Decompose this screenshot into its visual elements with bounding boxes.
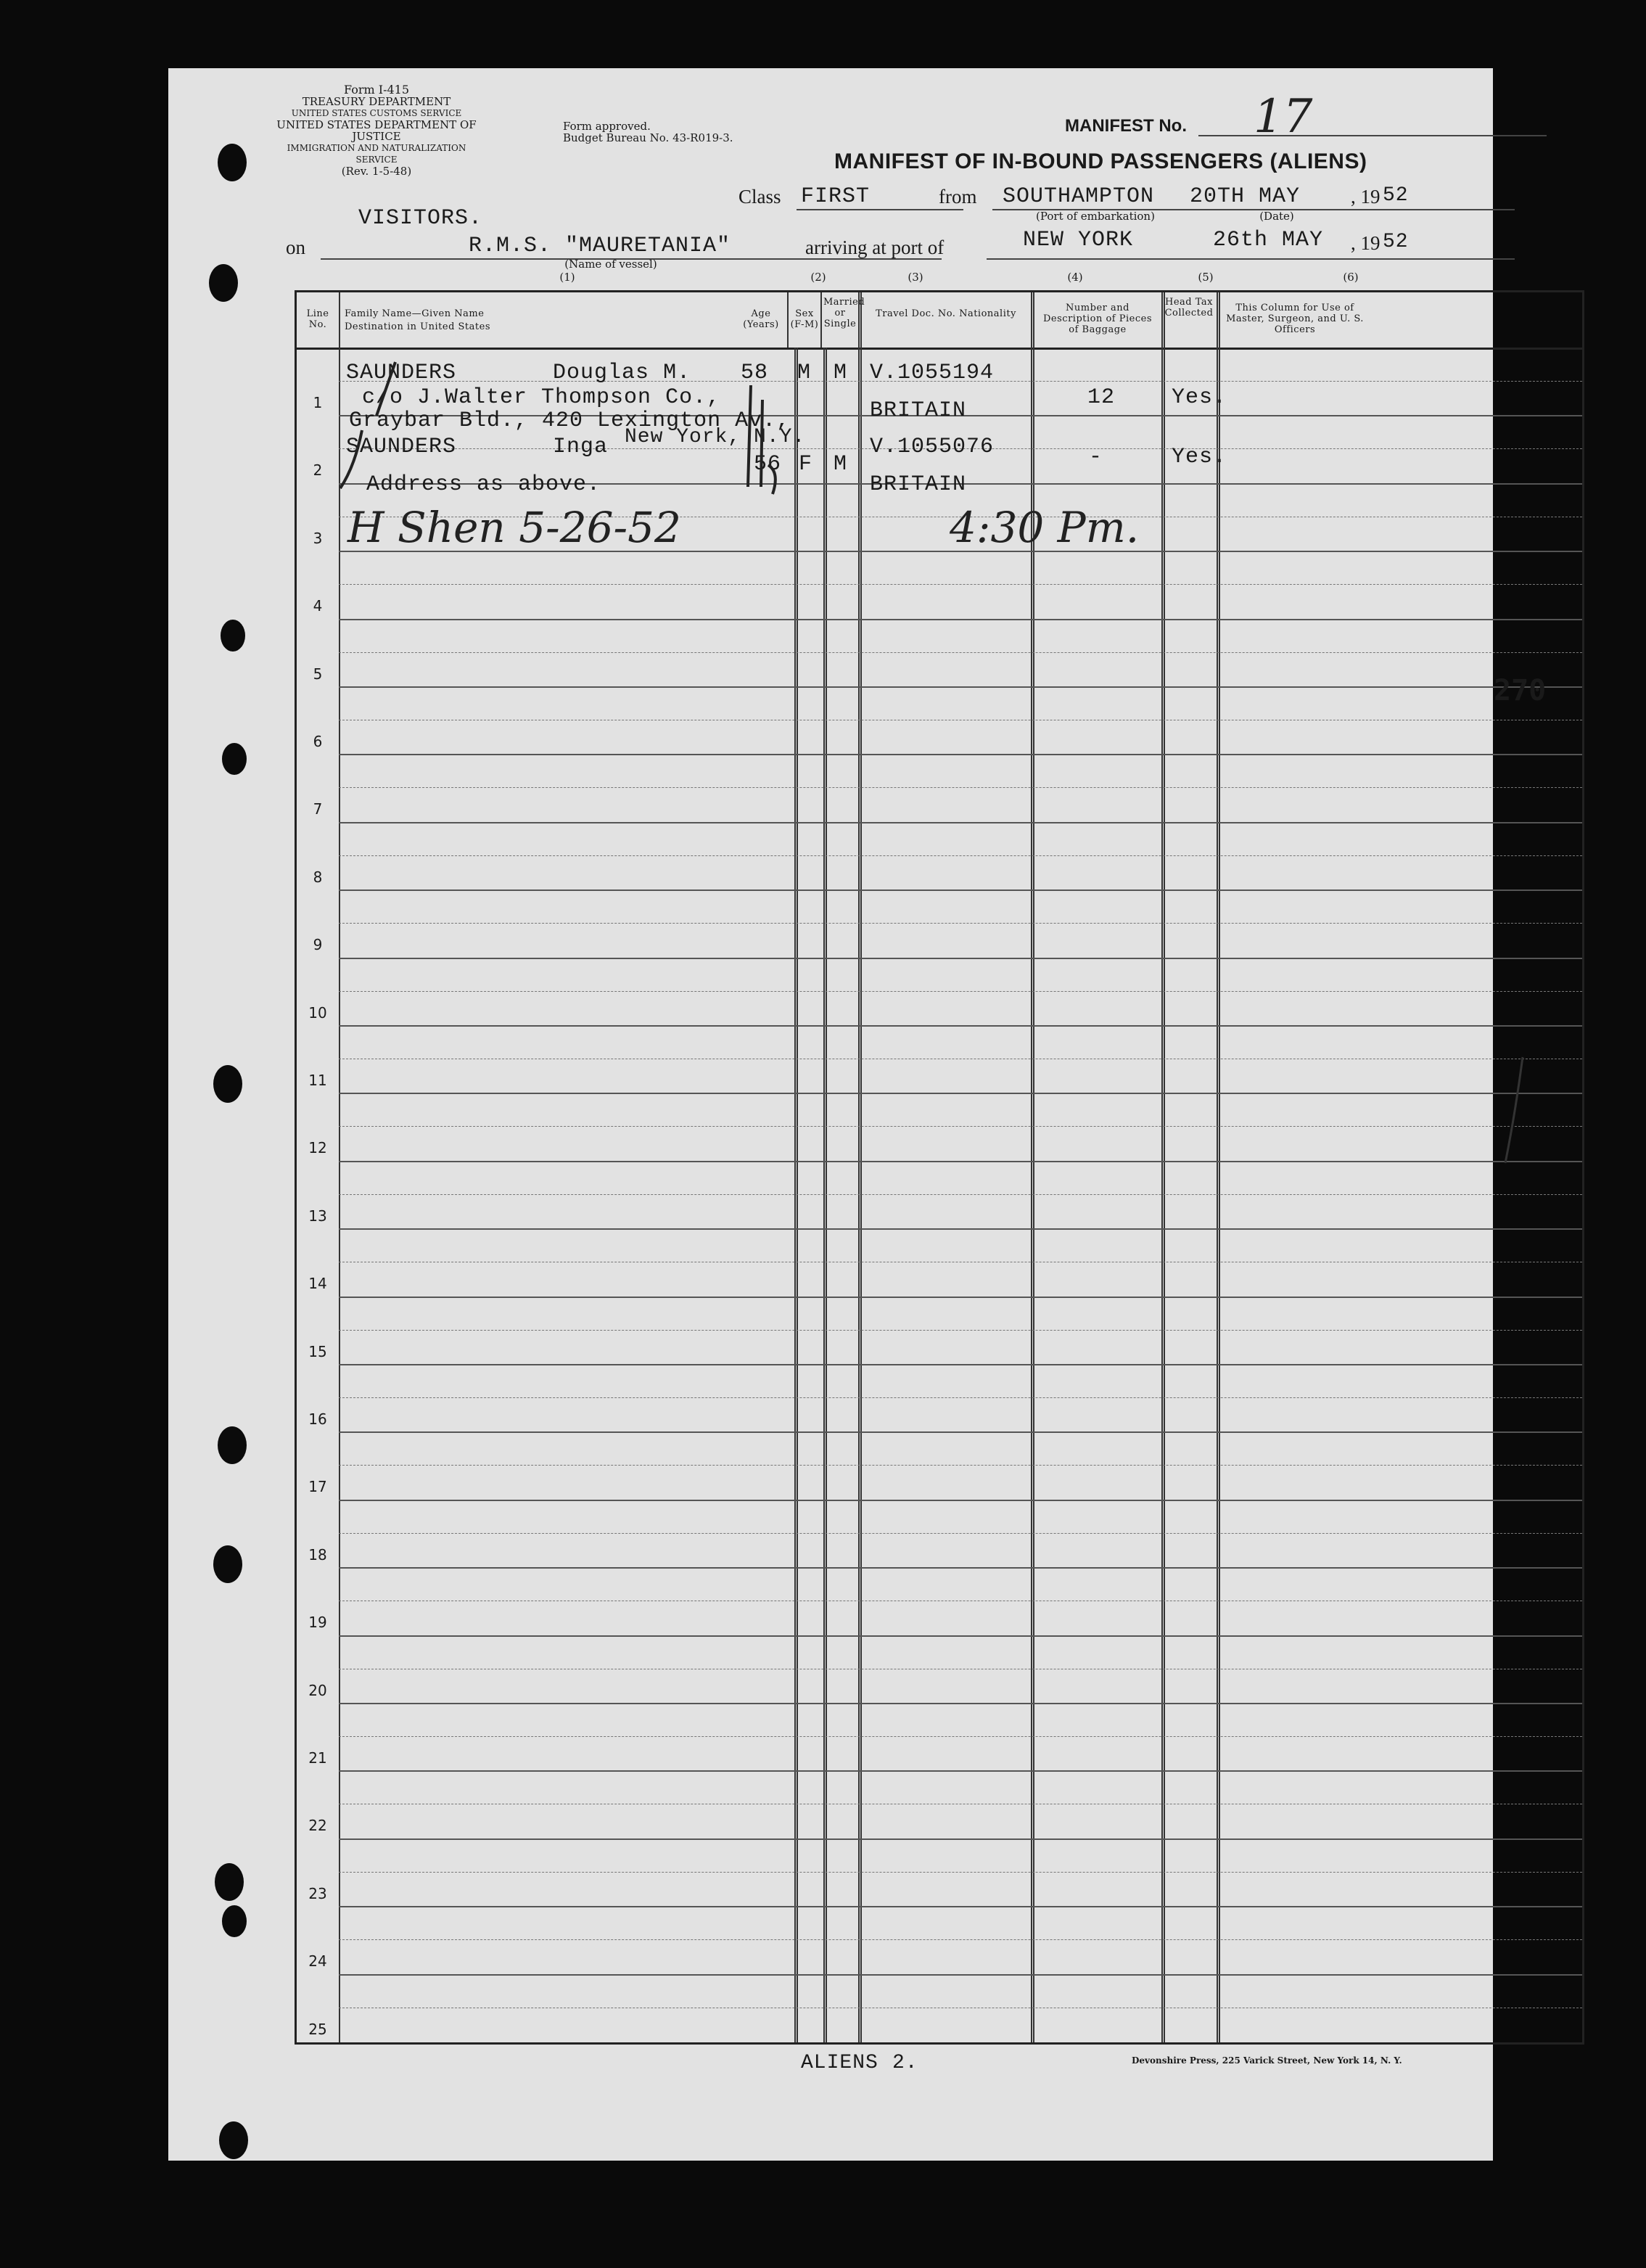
passenger-1-address-line-1: c/o J.Walter Thompson Co., <box>362 385 721 410</box>
column-divider <box>794 348 798 2042</box>
row-divider <box>339 1906 1582 1907</box>
aliens-label: ALIENS <box>801 2052 878 2074</box>
handwritten-time: 4:30 Pm. <box>950 503 1140 552</box>
margin-stroke <box>1501 1054 1530 1170</box>
row-divider <box>339 1025 1582 1027</box>
column-divider <box>823 348 827 2042</box>
binder-hole <box>222 743 247 775</box>
line-number: 25 <box>308 2020 327 2038</box>
line-number: 13 <box>308 1207 327 1225</box>
passenger-2-age: 56 <box>754 452 782 477</box>
class-value: FIRST <box>801 184 871 209</box>
row-divider <box>339 822 1582 823</box>
row-divider <box>339 1533 1582 1534</box>
line-number: 19 <box>308 1614 327 1632</box>
row-divider <box>339 1364 1582 1365</box>
header-rule <box>297 348 1582 350</box>
header-age: Age (Years) <box>743 308 779 330</box>
passenger-1-head-tax: Yes. <box>1172 385 1227 410</box>
column-divider <box>858 292 862 2042</box>
line-number: 16 <box>308 1410 327 1428</box>
customs-service: UNITED STATES CUSTOMS SERVICE <box>291 108 462 118</box>
header-sex: Sex (F-M) <box>790 308 819 330</box>
passenger-2-baggage: - <box>1089 445 1103 469</box>
class-label: Class <box>738 186 781 208</box>
header-line-no: Line No. <box>306 308 329 330</box>
arrival-year: 52 <box>1383 231 1409 253</box>
arrival-date: 26th MAY <box>1213 228 1324 252</box>
line-number: 12 <box>308 1139 327 1157</box>
binder-hole <box>213 1545 242 1583</box>
line-number: 22 <box>308 1817 327 1835</box>
row-divider <box>339 1297 1582 1298</box>
row-divider <box>339 1567 1582 1569</box>
row-divider <box>339 1465 1582 1466</box>
header-destination: Destination in United States <box>345 321 490 332</box>
manifest-number-line <box>1198 135 1547 136</box>
row-divider <box>339 855 1582 856</box>
row-divider <box>339 1635 1582 1637</box>
line-number: 20 <box>308 1681 327 1699</box>
header-travel-doc: Travel Doc. No. Nationality <box>876 308 1016 319</box>
row-divider <box>339 1161 1582 1162</box>
passenger-1-baggage: 12 <box>1087 385 1116 410</box>
column-number-4: (4) <box>1067 271 1083 284</box>
passenger-2-sex: F <box>799 452 813 477</box>
column-number-5: (5) <box>1198 271 1214 284</box>
arrival-field-line <box>987 258 1515 260</box>
row-divider <box>339 1228 1582 1230</box>
row-divider <box>339 686 1582 688</box>
line-number: 21 <box>308 1749 327 1767</box>
passenger-2-address: Address as above. <box>366 472 601 497</box>
column-divider <box>787 292 789 348</box>
row-divider <box>339 619 1582 620</box>
column-number-6: (6) <box>1343 271 1359 284</box>
embarkation-caption: (Port of embarkation) <box>1036 210 1155 223</box>
line-number: 18 <box>308 1545 327 1564</box>
from-port: SOUTHAMPTON <box>1003 184 1155 209</box>
row-divider <box>339 754 1582 755</box>
row-divider <box>339 1703 1582 1704</box>
approval-block <box>563 120 752 144</box>
sex-column-marks <box>736 378 794 501</box>
binder-hole <box>221 620 245 652</box>
line-number: 15 <box>308 1342 327 1360</box>
vessel-name: R.M.S. "MAURETANIA" <box>469 234 731 258</box>
line-number: 6 <box>313 733 323 750</box>
immigration-service: IMMIGRATION AND NATURALIZATION SERVICE <box>287 143 466 165</box>
arriving-label: arriving at port of <box>805 237 945 258</box>
form-approved: Form approved. <box>563 120 651 133</box>
manifest-sheet <box>168 68 1547 2161</box>
passenger-1-city: New York, N.Y. <box>625 426 806 448</box>
binder-hole <box>222 1905 247 1937</box>
manifest-title: MANIFEST OF IN-BOUND PASSENGERS (ALIENS) <box>834 149 1367 173</box>
passenger-1-nationality: BRITAIN <box>870 398 967 423</box>
column-divider <box>1217 292 1220 2042</box>
line-number: 2 <box>313 461 323 480</box>
passenger-2-nationality: BRITAIN <box>870 472 967 497</box>
line-number: 10 <box>308 1003 327 1022</box>
passenger-1-marital: M <box>834 361 848 385</box>
arrival-year-prefix: , 19 <box>1351 232 1380 254</box>
budget-bureau: Budget Bureau No. 43-R019-3. <box>563 131 733 144</box>
header-head-tax: Head Tax Collected <box>1164 297 1214 319</box>
line-number: 5 <box>313 665 323 683</box>
stamp-number: 270 <box>1494 674 1547 707</box>
passenger-2-name: SAUNDERS Inga <box>346 435 609 459</box>
passenger-1-sex: M <box>797 361 812 385</box>
row-divider <box>339 1872 1582 1873</box>
arrival-port: NEW YORK <box>1023 228 1134 252</box>
passenger-1-age: 58 <box>741 361 769 385</box>
from-date: 20TH MAY <box>1190 184 1301 209</box>
column-number-2: (2) <box>810 271 826 284</box>
row-divider <box>339 1939 1582 1940</box>
line-number: 11 <box>308 1072 327 1089</box>
vessel-caption: (Name of vessel) <box>564 258 657 271</box>
header-officers: This Column for Use of Master, Surgeon, and U. S. Officers <box>1226 303 1364 335</box>
row-divider <box>339 923 1582 924</box>
row-divider <box>339 584 1582 585</box>
row-divider <box>339 889 1582 891</box>
line-number: 23 <box>308 1884 327 1902</box>
manifest-number: 17 <box>1254 90 1313 144</box>
header-family-name: Family Name—Given Name <box>345 308 485 319</box>
row-divider <box>339 1397 1582 1398</box>
from-year-prefix: , 19 <box>1351 186 1380 208</box>
department-of-justice: UNITED STATES DEPARTMENT OF JUSTICE <box>276 118 477 143</box>
row-divider <box>339 991 1582 992</box>
header-baggage: Number and Description of Pieces of Baggage <box>1043 303 1152 335</box>
passenger-1-address-line-2: Graybar Bld., 420 Lexington Av., <box>349 408 791 433</box>
row-divider <box>339 1974 1582 1976</box>
header-married: Married or Single <box>823 297 865 329</box>
binder-hole <box>209 264 238 302</box>
row-divider <box>339 1770 1582 1772</box>
passenger-2-head-tax: Yes. <box>1172 445 1227 469</box>
column-number-3: (3) <box>908 271 923 284</box>
row-divider <box>339 1194 1582 1195</box>
line-number: 8 <box>313 868 323 886</box>
row-divider <box>339 1126 1582 1127</box>
from-year: 52 <box>1383 184 1409 207</box>
binder-hole <box>218 144 247 181</box>
line-number: 3 <box>313 529 323 547</box>
form-revision: (Rev. 1-5-48) <box>341 165 412 178</box>
line-number: 1 <box>313 394 323 411</box>
row-divider <box>339 1500 1582 1501</box>
manifest-label: MANIFEST No. <box>1065 116 1187 136</box>
class-field-line <box>797 209 963 210</box>
on-label: on <box>286 237 305 258</box>
from-label: from <box>939 186 977 208</box>
row-divider <box>339 1330 1582 1331</box>
line-number: 17 <box>308 1478 327 1496</box>
binder-hole <box>218 1426 247 1464</box>
column-divider <box>820 292 822 348</box>
line-number: 7 <box>313 800 323 818</box>
row-divider <box>339 1431 1582 1433</box>
form-id: Form I-415 <box>343 83 410 96</box>
line-number: 14 <box>308 1275 327 1293</box>
passenger-table <box>295 290 1584 2045</box>
line-number: 24 <box>308 1952 327 1971</box>
binder-hole <box>213 1065 242 1103</box>
date-caption: (Date) <box>1259 210 1294 223</box>
column-number-1: (1) <box>559 271 575 284</box>
check-mark <box>333 358 398 496</box>
visitors-note: VISITORS. <box>358 206 483 231</box>
line-number: 9 <box>313 936 323 954</box>
column-divider <box>1031 292 1034 2042</box>
row-divider <box>339 1838 1582 1840</box>
passenger-2-marital: M <box>834 452 848 477</box>
treasury-department: TREASURY DEPARTMENT <box>302 95 451 108</box>
row-divider <box>339 958 1582 959</box>
row-divider <box>339 652 1582 653</box>
line-number: 4 <box>313 597 323 615</box>
passenger-2-travel-doc: V.1055076 <box>870 435 995 459</box>
column-divider <box>1161 292 1165 2042</box>
passenger-1-name: SAUNDERS Douglas M. <box>346 361 691 385</box>
row-divider <box>339 1736 1582 1737</box>
passenger-1-travel-doc: V.1055194 <box>870 361 995 385</box>
row-divider <box>339 787 1582 788</box>
printer-imprint: Devonshire Press, 225 Varick Street, New York 14, N. Y. <box>1132 2055 1402 2066</box>
aliens-count: 2. <box>892 2052 918 2074</box>
department-block <box>271 84 482 177</box>
column-divider <box>339 292 340 2042</box>
binder-hole <box>219 2121 248 2159</box>
handwritten-inspector-note: H Shen 5-26-52 <box>347 503 681 552</box>
row-divider <box>339 1093 1582 1094</box>
binder-hole <box>215 1863 244 1901</box>
